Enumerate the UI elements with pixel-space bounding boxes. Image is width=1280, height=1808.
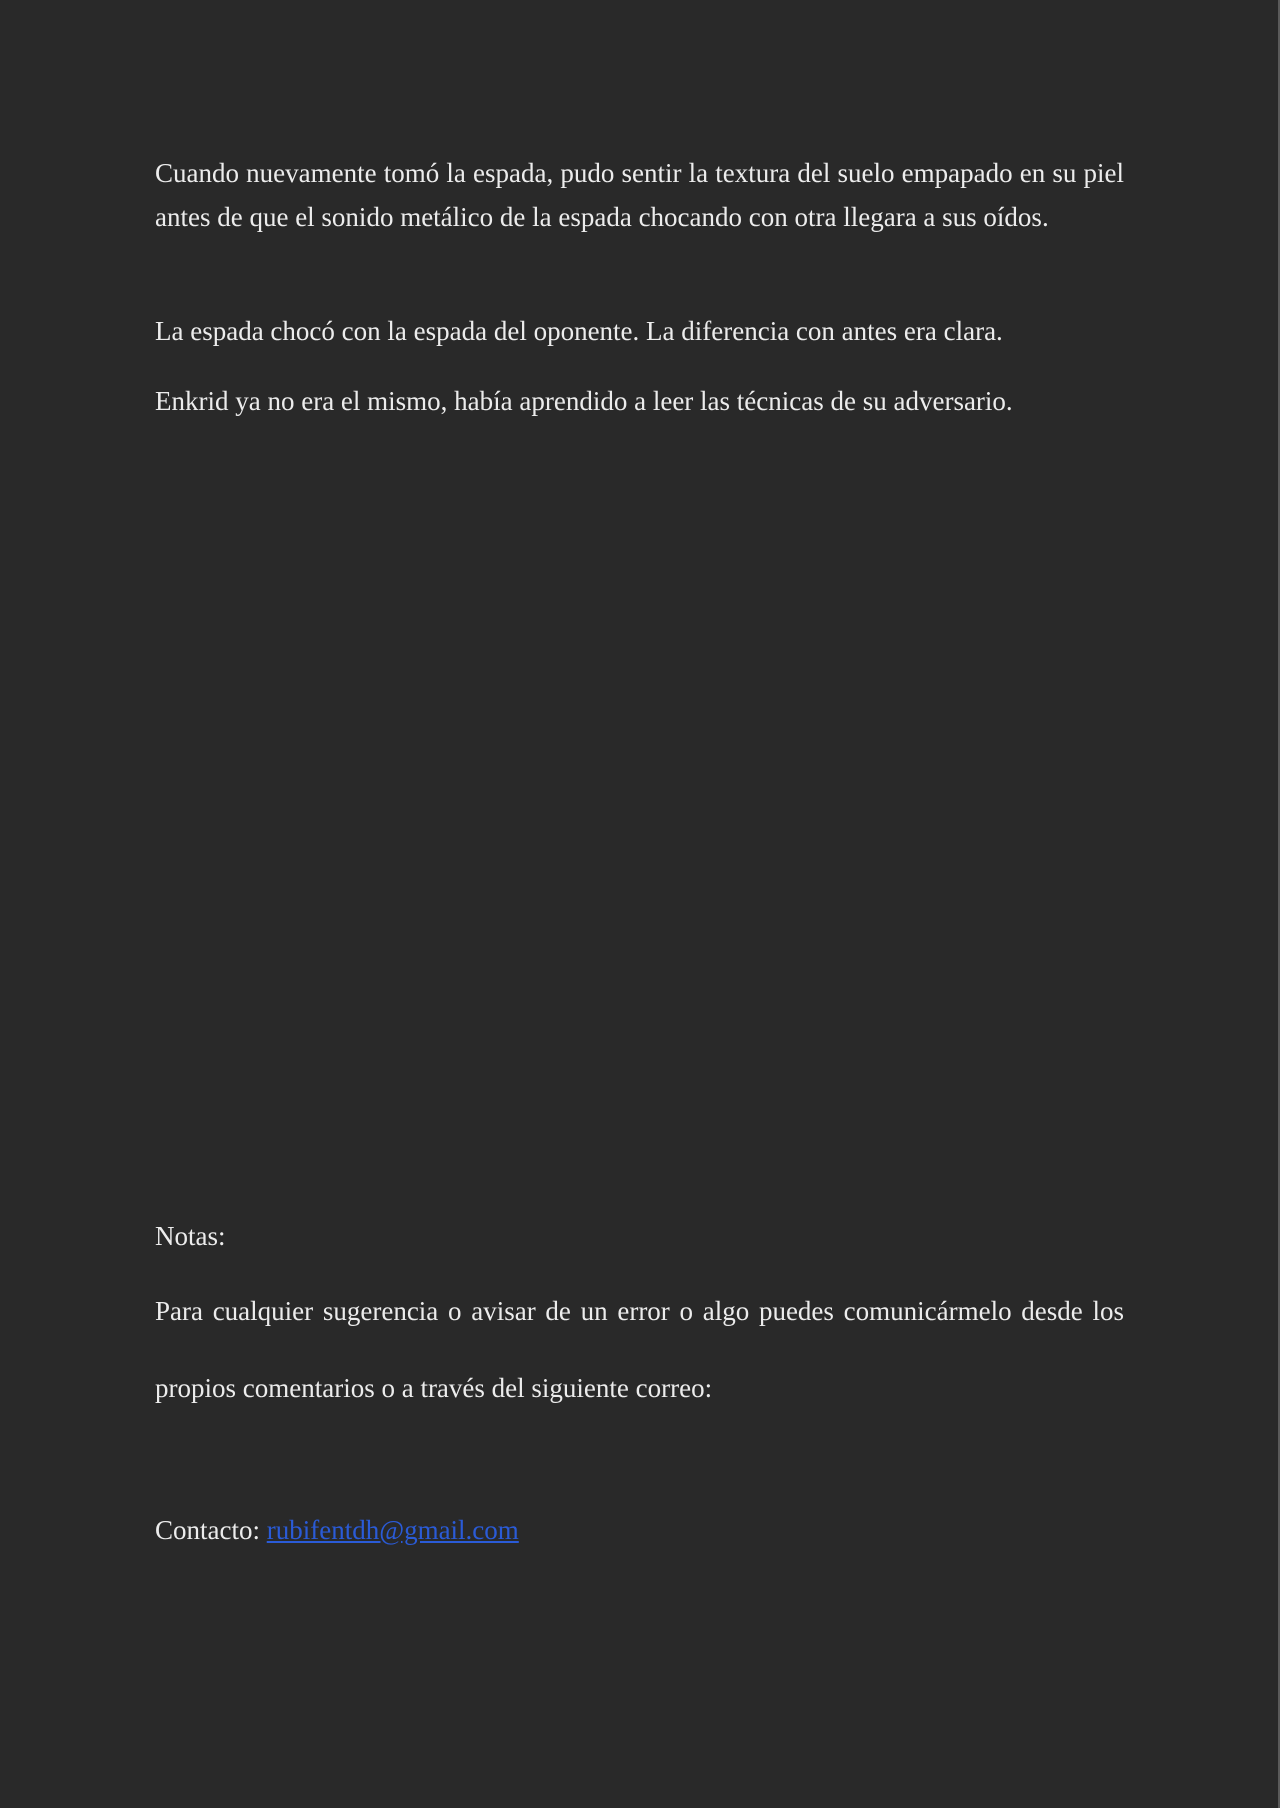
notes-body: Para cualquier sugerencia o avisar de un error o algo puedes comunicármelo desde los propios comentarios o a través del siguiente correo: xyxy=(155,1296,1124,1403)
contact-email-link[interactable]: rubifentdh@gmail.com xyxy=(266,1515,519,1545)
story-paragraph-1: Cuando nuevamente tomó la espada, pudo sentir la textura del suelo empapado en su piel antes de que el sonido metálico de la espada chocando con otra llegara a sus oídos. xyxy=(155,158,1124,232)
contact-line xyxy=(155,1508,1124,1552)
notes-heading: Notas: xyxy=(155,1221,226,1251)
contact-label: Contacto: xyxy=(155,1515,267,1545)
story-paragraph-2: La espada chocó con la espada del oponente. La diferencia con antes era clara. xyxy=(155,316,1003,346)
story-paragraph-3: Enkrid ya no era el mismo, había aprendido a leer las técnicas de su adversario. xyxy=(155,386,1013,416)
